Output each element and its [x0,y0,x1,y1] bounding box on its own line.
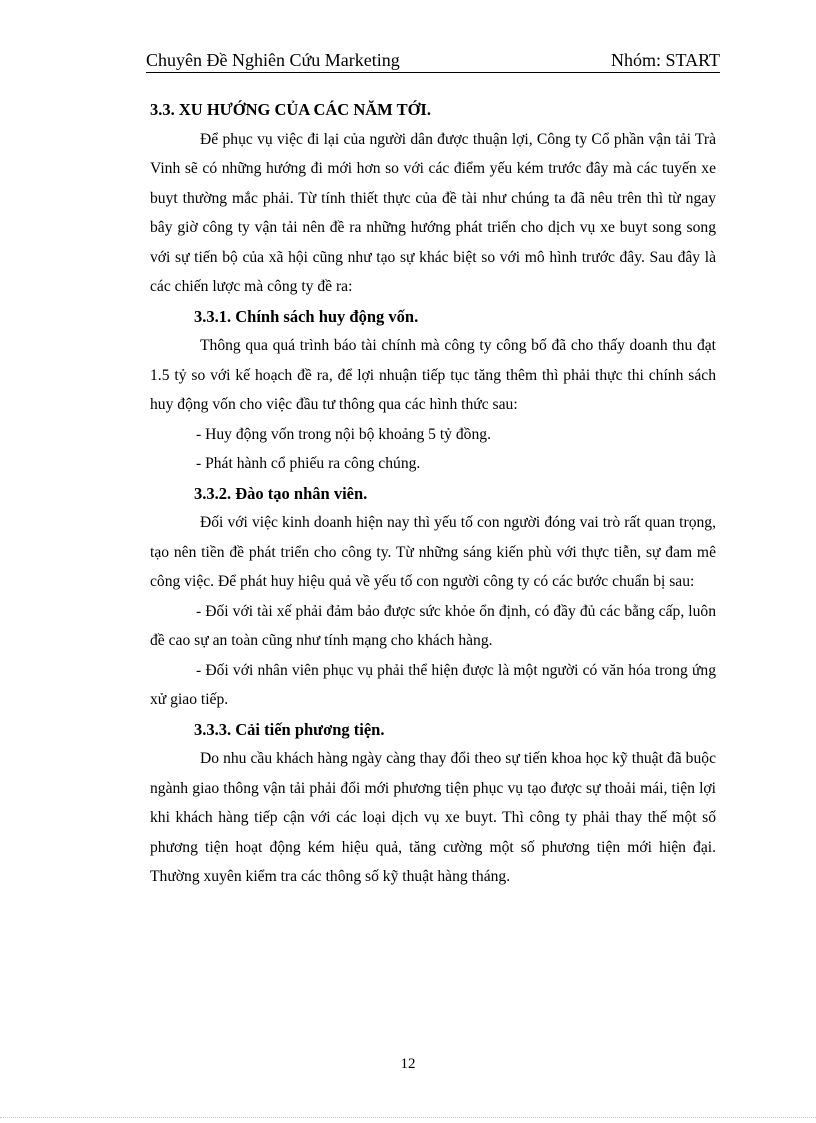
section-title: 3.3. XU HƯỚNG CỦA CÁC NĂM TỚI. [150,100,431,119]
page-bottom-edge [0,1117,816,1118]
intro-paragraph: Để phục vụ việc đi lại của người dân được thuận lợi, Công ty Cổ phần vận tải Trà Vinh sẽ có những hướng đi mới hơn so với các điểm yếu kém trước đây mà các tuyến xe buyt thường mắc phải. Từ tính thiết thực của đề tài như chúng ta đã nêu trên thì từ ngay bây giờ công ty vận tải nên đề ra những hướng phát triển cho dịch vụ xe buyt song song với sự tiến bộ của xã hội cũng như tạo sự khác biệt so với mô hình trước đây. Sau đây là các chiến lược mà công ty đề ra: [150,130,716,295]
header-title: Chuyên Đề Nghiên Cứu Marketing [146,50,400,70]
page-header [146,48,720,73]
vehicles-paragraph: Do nhu cầu khách hàng ngày càng thay đổi theo sự tiến khoa học kỹ thuật đã buộc ngành giao thông vận tải phải đổi mới phương tiện phục vụ tạo được sự thoải mái, tiện lợi khi khách hàng tiếp cận với các loại dịch vụ xe buyt. Thì công ty phải thay thế một số phương tiện hoạt động kém hiệu quả, tăng cường một số phương tiện mới hiện đại. Thường xuyên kiểm tra các thông số kỹ thuật hàng tháng. [150,750,716,885]
document-body [150,95,716,892]
training-bullet-2: - Đối với nhân viên phục vụ phải thể hiện được là một người có văn hóa trong ứng xử giao tiếp. [150,661,716,708]
subsection-title-training: 3.3.2. Đào tạo nhân viên. [194,483,368,503]
capital-bullet-2: - Phát hành cổ phiếu ra công chúng. [196,455,421,472]
training-bullet-1: - Đối với tài xế phải đảm bảo được sức khỏe ổn định, có đầy đủ các bằng cấp, luôn đề cao sự an toàn cũng như tính mạng cho khách hàng. [150,602,716,649]
subsection-title-capital: 3.3.1. Chính sách huy động vốn. [194,306,419,326]
header-group: Nhóm: START [611,50,720,70]
capital-bullet-1: - Huy động vốn trong nội bộ khoảng 5 tỷ đồng. [196,425,491,443]
page-number: 12 [400,1056,416,1072]
subsection-title-vehicles: 3.3.3. Cải tiến phương tiện. [194,719,385,739]
training-paragraph: Đối với việc kinh doanh hiện nay thì yếu tố con người đóng vai trò rất quan trọng, tạo nên tiền đề phát triển cho công ty. Từ những sáng kiến phù với thực tiễn, sự đam mê công việc. Để phát huy hiệu quả về yếu tố con người công ty có các bước chuẩn bị sau: [150,514,716,590]
capital-paragraph: Thông qua quá trình báo tài chính mà công ty công bố đã cho thấy doanh thu đạt 1.5 tỷ so với kế hoạch đề ra, để lợi nhuận tiếp tục tăng thêm thì phải thực thi chính sách huy động vốn cho việc đầu tư thông qua các hình thức sau: [150,337,716,413]
